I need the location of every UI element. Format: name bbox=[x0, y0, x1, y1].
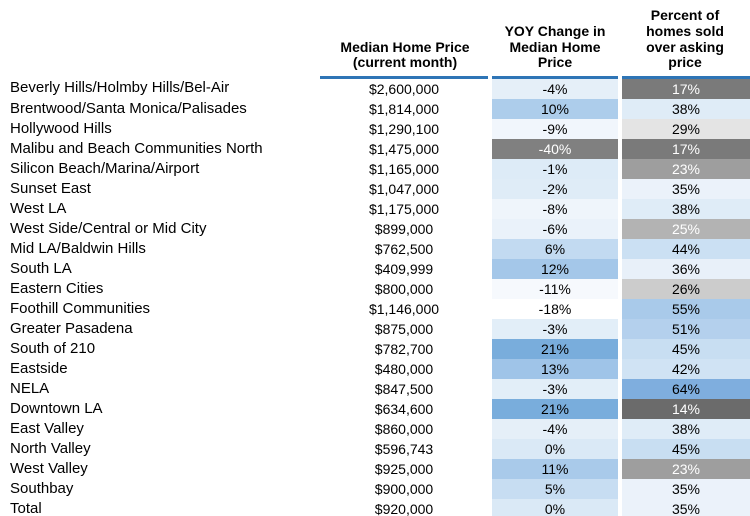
yoy-change-cell: 10% bbox=[490, 99, 620, 119]
table-row bbox=[0, 399, 750, 419]
percent-over-asking-cell: 45% bbox=[620, 339, 750, 359]
table-row bbox=[0, 479, 750, 499]
table-row bbox=[0, 299, 750, 319]
area-cell: Malibu and Beach Communities North bbox=[0, 139, 320, 159]
yoy-change-cell: -8% bbox=[490, 199, 620, 219]
median-price-cell: $1,047,000 bbox=[320, 179, 490, 199]
median-price-cell: $920,000 bbox=[320, 499, 490, 516]
percent-over-asking-cell: 38% bbox=[620, 419, 750, 439]
area-cell: Eastern Cities bbox=[0, 279, 320, 299]
yoy-change-cell: -3% bbox=[490, 319, 620, 339]
median-price-cell: $900,000 bbox=[320, 479, 490, 499]
table-row bbox=[0, 459, 750, 479]
percent-over-asking-cell: 35% bbox=[620, 179, 750, 199]
area-cell: West Side/Central or Mid City bbox=[0, 219, 320, 239]
median-price-cell: $925,000 bbox=[320, 459, 490, 479]
yoy-change-cell: -2% bbox=[490, 179, 620, 199]
percent-over-asking-cell: 29% bbox=[620, 119, 750, 139]
table-row bbox=[0, 359, 750, 379]
percent-over-asking-cell: 44% bbox=[620, 239, 750, 259]
yoy-change-cell: 0% bbox=[490, 499, 620, 516]
table-row bbox=[0, 179, 750, 199]
median-price-column-header: Median Home Price (current month) bbox=[320, 0, 490, 78]
header-row bbox=[0, 0, 750, 78]
percent-over-asking-cell: 14% bbox=[620, 399, 750, 419]
table-row bbox=[0, 239, 750, 259]
yoy-change-cell: -6% bbox=[490, 219, 620, 239]
table-row bbox=[0, 78, 750, 100]
yoy-change-cell: 21% bbox=[490, 399, 620, 419]
median-price-cell: $1,475,000 bbox=[320, 139, 490, 159]
percent-over-asking-column-header: Percent of homes sold over asking price bbox=[620, 0, 750, 78]
table-row bbox=[0, 199, 750, 219]
area-cell: North Valley bbox=[0, 439, 320, 459]
median-price-cell: $1,814,000 bbox=[320, 99, 490, 119]
table-row bbox=[0, 379, 750, 399]
percent-over-asking-cell: 26% bbox=[620, 279, 750, 299]
yoy-change-column-header: YOY Change in Median Home Price bbox=[490, 0, 620, 78]
percent-over-asking-cell: 35% bbox=[620, 479, 750, 499]
area-cell: East Valley bbox=[0, 419, 320, 439]
table-row bbox=[0, 279, 750, 299]
median-price-cell: $899,000 bbox=[320, 219, 490, 239]
median-price-cell: $480,000 bbox=[320, 359, 490, 379]
table-row bbox=[0, 419, 750, 439]
table-row bbox=[0, 259, 750, 279]
median-price-cell: $762,500 bbox=[320, 239, 490, 259]
area-cell: Foothill Communities bbox=[0, 299, 320, 319]
area-cell: South LA bbox=[0, 259, 320, 279]
yoy-change-cell: -40% bbox=[490, 139, 620, 159]
area-cell: Eastside bbox=[0, 359, 320, 379]
median-price-cell: $1,290,100 bbox=[320, 119, 490, 139]
table-row bbox=[0, 439, 750, 459]
percent-over-asking-cell: 51% bbox=[620, 319, 750, 339]
yoy-change-cell: -9% bbox=[490, 119, 620, 139]
median-price-cell: $1,165,000 bbox=[320, 159, 490, 179]
percent-over-asking-cell: 64% bbox=[620, 379, 750, 399]
table-row bbox=[0, 139, 750, 159]
table-row bbox=[0, 219, 750, 239]
median-price-cell: $800,000 bbox=[320, 279, 490, 299]
area-cell: South of 210 bbox=[0, 339, 320, 359]
area-cell: NELA bbox=[0, 379, 320, 399]
yoy-change-cell: 21% bbox=[490, 339, 620, 359]
median-price-cell: $409,999 bbox=[320, 259, 490, 279]
median-price-cell: $875,000 bbox=[320, 319, 490, 339]
yoy-change-cell: 6% bbox=[490, 239, 620, 259]
percent-over-asking-cell: 42% bbox=[620, 359, 750, 379]
yoy-change-cell: -11% bbox=[490, 279, 620, 299]
table-row bbox=[0, 119, 750, 139]
percent-over-asking-cell: 25% bbox=[620, 219, 750, 239]
median-price-cell: $634,600 bbox=[320, 399, 490, 419]
yoy-change-cell: -3% bbox=[490, 379, 620, 399]
area-cell: Total bbox=[0, 499, 320, 516]
yoy-change-cell: 12% bbox=[490, 259, 620, 279]
percent-over-asking-cell: 36% bbox=[620, 259, 750, 279]
median-price-cell: $847,500 bbox=[320, 379, 490, 399]
area-cell: Beverly Hills/Holmby Hills/Bel-Air bbox=[0, 78, 320, 100]
percent-over-asking-cell: 55% bbox=[620, 299, 750, 319]
median-price-cell: $1,175,000 bbox=[320, 199, 490, 219]
area-cell: Greater Pasadena bbox=[0, 319, 320, 339]
area-column-header bbox=[0, 0, 320, 78]
yoy-change-cell: -18% bbox=[490, 299, 620, 319]
area-cell: Downtown LA bbox=[0, 399, 320, 419]
table-row bbox=[0, 319, 750, 339]
median-price-cell: $1,146,000 bbox=[320, 299, 490, 319]
table-row bbox=[0, 499, 750, 516]
yoy-change-cell: 5% bbox=[490, 479, 620, 499]
table-body bbox=[0, 78, 750, 516]
area-cell: West Valley bbox=[0, 459, 320, 479]
table-row bbox=[0, 339, 750, 359]
percent-over-asking-cell: 38% bbox=[620, 99, 750, 119]
yoy-change-cell: 13% bbox=[490, 359, 620, 379]
area-cell: Mid LA/Baldwin Hills bbox=[0, 239, 320, 259]
median-price-cell: $2,600,000 bbox=[320, 78, 490, 100]
table-row bbox=[0, 99, 750, 119]
table-row bbox=[0, 159, 750, 179]
percent-over-asking-cell: 45% bbox=[620, 439, 750, 459]
percent-over-asking-cell: 17% bbox=[620, 78, 750, 100]
area-cell: Silicon Beach/Marina/Airport bbox=[0, 159, 320, 179]
median-price-cell: $596,743 bbox=[320, 439, 490, 459]
area-cell: West LA bbox=[0, 199, 320, 219]
percent-over-asking-cell: 23% bbox=[620, 159, 750, 179]
percent-over-asking-cell: 17% bbox=[620, 139, 750, 159]
yoy-change-cell: -1% bbox=[490, 159, 620, 179]
median-price-cell: $782,700 bbox=[320, 339, 490, 359]
area-cell: Brentwood/Santa Monica/Palisades bbox=[0, 99, 320, 119]
median-price-cell: $860,000 bbox=[320, 419, 490, 439]
percent-over-asking-cell: 35% bbox=[620, 499, 750, 516]
percent-over-asking-cell: 38% bbox=[620, 199, 750, 219]
area-cell: Sunset East bbox=[0, 179, 320, 199]
area-cell: Southbay bbox=[0, 479, 320, 499]
area-cell: Hollywood Hills bbox=[0, 119, 320, 139]
yoy-change-cell: 11% bbox=[490, 459, 620, 479]
yoy-change-cell: -4% bbox=[490, 419, 620, 439]
yoy-change-cell: -4% bbox=[490, 78, 620, 100]
percent-over-asking-cell: 23% bbox=[620, 459, 750, 479]
yoy-change-cell: 0% bbox=[490, 439, 620, 459]
